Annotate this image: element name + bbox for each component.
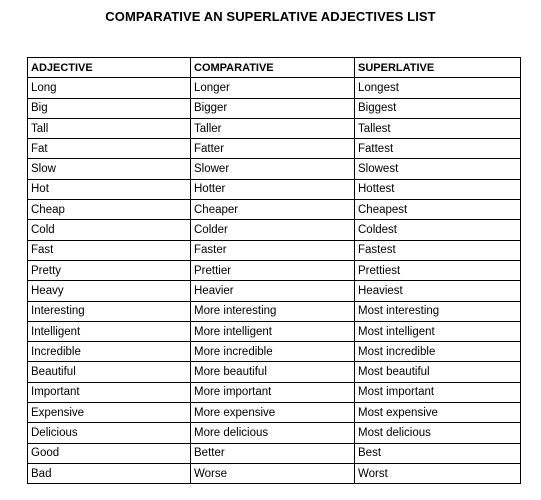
page-title: COMPARATIVE AN SUPERLATIVE ADJECTIVES LIST — [105, 9, 436, 24]
superlative-cell: Cheapest — [355, 200, 521, 220]
superlative-cell: Worst — [355, 463, 521, 483]
table-row — [28, 382, 521, 402]
adjective-cell: Long — [28, 78, 191, 98]
superlative-cell: Most delicious — [355, 423, 521, 443]
table-row — [28, 321, 521, 341]
superlative-cell: Most expensive — [355, 403, 521, 423]
table-row — [28, 200, 521, 220]
table-row — [28, 301, 521, 321]
table-row — [28, 78, 521, 98]
table-row — [28, 281, 521, 301]
comparative-cell: Slower — [191, 159, 355, 179]
superlative-cell: Most important — [355, 382, 521, 402]
adjective-cell: Cold — [28, 220, 191, 240]
table-row — [28, 159, 521, 179]
adjective-cell: Intelligent — [28, 321, 191, 341]
comparative-cell: Colder — [191, 220, 355, 240]
comparative-cell: Heavier — [191, 281, 355, 301]
table-header-row — [28, 58, 521, 78]
table-row — [28, 260, 521, 280]
comparative-cell: Cheaper — [191, 200, 355, 220]
superlative-cell: Most incredible — [355, 342, 521, 362]
table-row — [28, 342, 521, 362]
adjective-cell: Pretty — [28, 260, 191, 280]
superlative-cell: Hottest — [355, 179, 521, 199]
adjective-cell: Hot — [28, 179, 191, 199]
superlative-cell: Heaviest — [355, 281, 521, 301]
superlative-cell: Most beautiful — [355, 362, 521, 382]
comparative-cell: Fatter — [191, 139, 355, 159]
header-adjective: ADJECTIVE — [28, 58, 191, 78]
adjective-cell: Tall — [28, 118, 191, 138]
comparative-cell: Hotter — [191, 179, 355, 199]
table-body — [28, 78, 521, 484]
table-row — [28, 463, 521, 483]
adjective-cell: Delicious — [28, 423, 191, 443]
superlative-cell: Fattest — [355, 139, 521, 159]
comparative-cell: More important — [191, 382, 355, 402]
adjective-cell: Beautiful — [28, 362, 191, 382]
comparative-cell: Bigger — [191, 98, 355, 118]
adjective-cell: Important — [28, 382, 191, 402]
table-row — [28, 98, 521, 118]
adjective-cell: Bad — [28, 463, 191, 483]
adjective-cell: Incredible — [28, 342, 191, 362]
adjective-cell: Fast — [28, 240, 191, 260]
comparative-cell: More intelligent — [191, 321, 355, 341]
table-row — [28, 443, 521, 463]
table-row — [28, 179, 521, 199]
header-comparative: COMPARATIVE — [191, 58, 355, 78]
table-row — [28, 220, 521, 240]
superlative-cell: Fastest — [355, 240, 521, 260]
comparative-cell: Taller — [191, 118, 355, 138]
superlative-cell: Best — [355, 443, 521, 463]
table-row — [28, 139, 521, 159]
adjective-cell: Big — [28, 98, 191, 118]
comparative-cell: More incredible — [191, 342, 355, 362]
adjective-cell: Interesting — [28, 301, 191, 321]
superlative-cell: Most intelligent — [355, 321, 521, 341]
comparative-cell: Better — [191, 443, 355, 463]
adjective-cell: Fat — [28, 139, 191, 159]
superlative-cell: Slowest — [355, 159, 521, 179]
comparative-cell: More interesting — [191, 301, 355, 321]
comparative-cell: More expensive — [191, 403, 355, 423]
comparative-cell: More beautiful — [191, 362, 355, 382]
header-superlative: SUPERLATIVE — [355, 58, 521, 78]
table-row — [28, 423, 521, 443]
table-row — [28, 362, 521, 382]
adjective-cell: Expensive — [28, 403, 191, 423]
adjectives-table — [27, 57, 521, 484]
table-row — [28, 240, 521, 260]
comparative-cell: More delicious — [191, 423, 355, 443]
adjective-cell: Cheap — [28, 200, 191, 220]
table-row — [28, 403, 521, 423]
superlative-cell: Coldest — [355, 220, 521, 240]
table-row — [28, 118, 521, 138]
superlative-cell: Longest — [355, 78, 521, 98]
comparative-cell: Prettier — [191, 260, 355, 280]
superlative-cell: Prettiest — [355, 260, 521, 280]
comparative-cell: Faster — [191, 240, 355, 260]
adjective-cell: Good — [28, 443, 191, 463]
adjective-cell: Slow — [28, 159, 191, 179]
superlative-cell: Biggest — [355, 98, 521, 118]
superlative-cell: Tallest — [355, 118, 521, 138]
adjective-cell: Heavy — [28, 281, 191, 301]
superlative-cell: Most interesting — [355, 301, 521, 321]
comparative-cell: Worse — [191, 463, 355, 483]
comparative-cell: Longer — [191, 78, 355, 98]
